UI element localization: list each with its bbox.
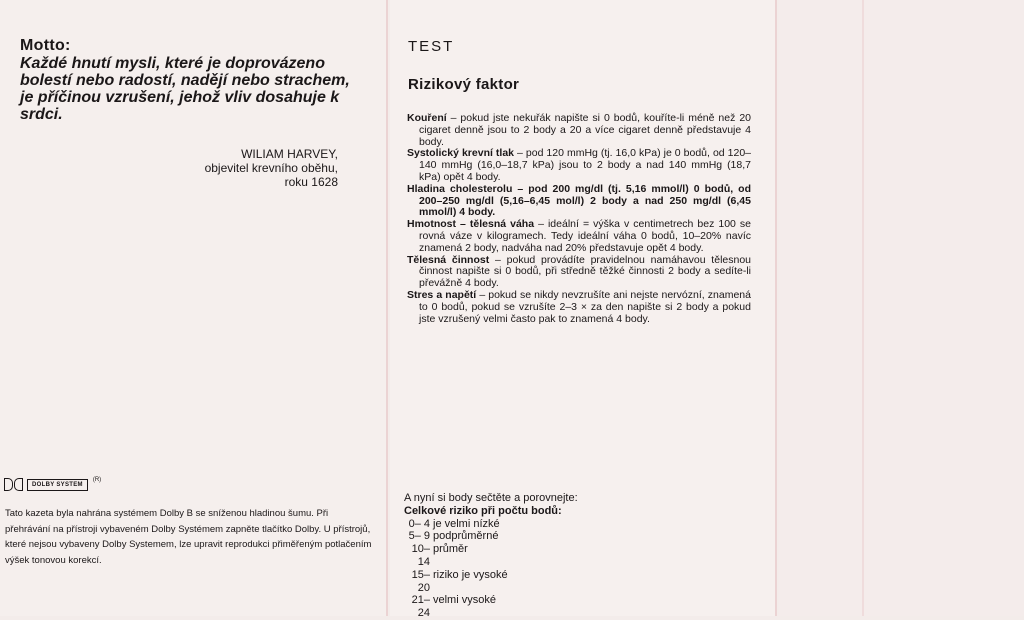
score-row: 21–24 velmi vysoké	[411, 594, 496, 620]
dolby-double-d-icon	[4, 478, 24, 491]
factor-cholesterol: Hladina cholesterolu – pod 200 mg/dl (tj. 5,16 mmol/l) 0 bodů, od 200–250 mg/dl (5,16–6,45 mol/l) 2 body a nad 250 mg/dl (6,45 mmol/l) 4 body.	[407, 182, 751, 219]
factor-weight: Hmotnost – tělesná váha – ideální = výška v centimetrech bez 100 se rovná váze v kilogramech. Tedy ideální váha 0 bodů, 10–20% navíc znamená 2 body, nadváha nad 20% představuje opět 4 body.	[407, 218, 752, 254]
factor-blood-pressure: Systolický krevní tlak – pod 120 mmHg (tj. 16,0 kPa) je 0 bodů, od 120–140 mmHg (16,0–18,7 kPa) jsou to 2 body a nad 140 mmHg (18,7 kPa) opět 4 body.	[407, 147, 751, 183]
score-row: 5– 9 podprůměrné	[408, 530, 499, 543]
dolby-note: Tato kazeta byla nahrána systémem Dolby B se sníženou hladinou šumu. Při přehrávání na přístroji vybaveném Dolby Systémem zapněte tlačítko Dolby. U přístrojů, které nejsou vybaveny Dolby Systemem, lze upravit reprodukci přiměřeným potlačením výšek tonovou korekcí.	[5, 508, 372, 566]
dolby-logo	[4, 478, 101, 491]
risk-factor-list	[407, 113, 751, 325]
score-row: 10–14 průměr	[411, 543, 468, 568]
summary-title: Celkové riziko při počtu bodů:	[404, 504, 562, 517]
dolby-system-label: DOLBY SYSTEM	[27, 479, 88, 491]
score-row: 15–20 riziko je vysoké	[411, 568, 508, 594]
motto-heading: Motto:	[20, 37, 71, 54]
score-summary	[404, 492, 578, 620]
score-row: 0– 4 je velmi nízké	[408, 517, 500, 530]
signature-year: roku 1628	[284, 175, 338, 189]
test-label: TEST	[408, 38, 455, 55]
signature-title: objevitel krevního oběhu,	[204, 161, 338, 175]
factor-stress: Stres a napětí – pokud se nikdy nevzrušíte ani nejste nervózní, znamená to 0 bodů, pokud se vzrušíte 2–3 × za den napište si 2 body a pokud jste vzrušený velmi často pak to znamená 4 body.	[407, 288, 751, 325]
factor-physical-activity: Tělesná činnost – pokud provádíte pravidelnou namáhavou tělesnou činnost napište si 0 bodů, při středně těžké činnosti 2 body a sedíte-li převážně 4 body.	[407, 253, 752, 290]
factor-smoking: Kouření – pokud jste nekuřák napište si 0 bodů, kouříte-li méně než 20 cigaret denně jsou to 2 body a 20 a více cigaret denně představuje 4 body.	[407, 112, 751, 148]
test-title: Rizikový faktor	[408, 76, 520, 93]
registered-mark: (R)	[92, 476, 102, 483]
fold-line	[775, 0, 777, 616]
signature	[205, 147, 338, 189]
signature-name: WILIAM HARVEY,	[241, 147, 338, 161]
fold-line	[862, 0, 864, 616]
motto-quote: Každé hnutí mysli, které je doprovázeno bolestí nebo radostí, nadějí nebo strachem, je příčinou vzrušení, jehož vliv dosahuje k srdci.	[20, 55, 350, 123]
right-panel	[779, 0, 1024, 616]
left-panel	[0, 0, 386, 616]
fold-line	[386, 0, 388, 616]
summary-intro: A nyní si body sečtěte a porovnejte:	[404, 492, 578, 504]
